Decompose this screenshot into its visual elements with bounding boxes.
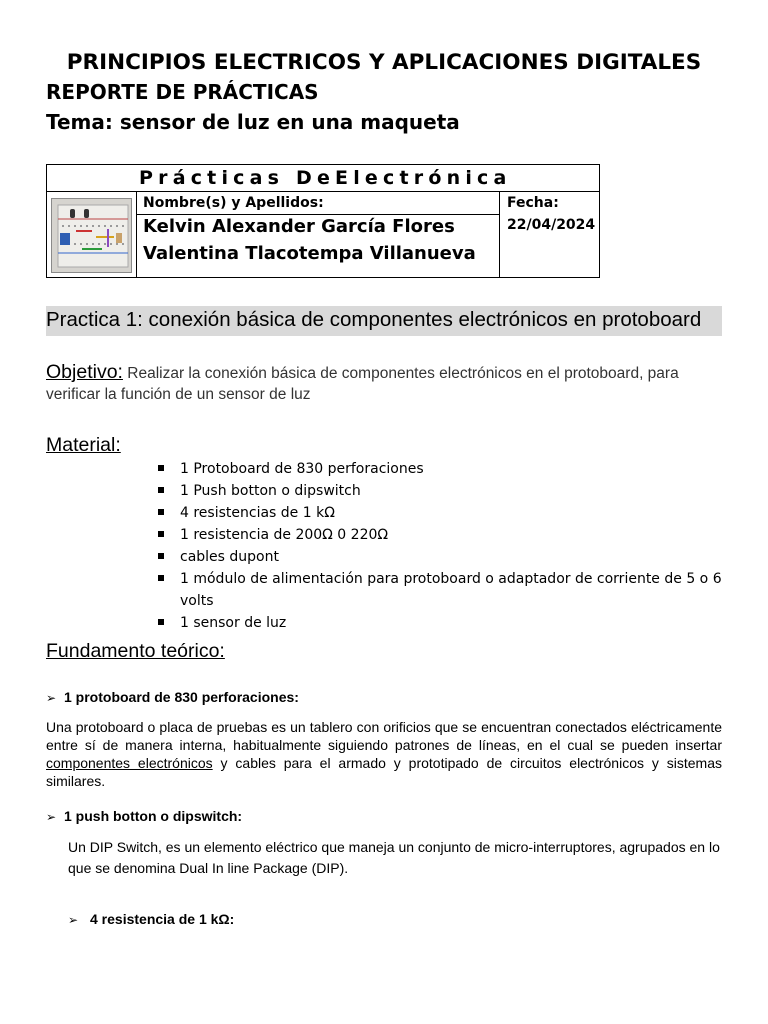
table-divider bbox=[136, 214, 499, 215]
subheading-text: 1 push botton o dipswitch: bbox=[64, 808, 243, 824]
material-text: 1 sensor de luz bbox=[180, 615, 287, 631]
names-label: Nombre(s) y Apellidos: bbox=[143, 195, 324, 211]
square-bullet-icon bbox=[158, 619, 164, 625]
objective-text: Realizar la conexión básica de componentes electrónicos en el protoboard, para verificar la función de un sensor de luz bbox=[46, 365, 679, 403]
materials-list bbox=[158, 458, 728, 634]
material-text: 1 Push botton o dipswitch bbox=[180, 483, 361, 499]
practice-title: Practica 1: conexión básica de componentes electrónicos en protoboard bbox=[46, 308, 702, 331]
student-name: Valentina Tlacotempa Villanueva bbox=[143, 243, 476, 264]
theory-heading: Fundamento teórico: bbox=[46, 640, 225, 662]
list-item bbox=[158, 502, 728, 524]
material-text: cables dupont bbox=[180, 549, 279, 565]
table-divider bbox=[136, 192, 137, 277]
theory-subheading bbox=[46, 689, 299, 705]
list-item bbox=[158, 612, 728, 634]
report-subtitle: REPORTE DE PRÁCTICAS bbox=[46, 80, 319, 104]
theory-subheading bbox=[46, 808, 242, 824]
theory-paragraph: Un DIP Switch, es un elemento eléctrico que maneja un conjunto de micro-interruptores, agrupados en lo que se denomina Dual In line Package (DIP). bbox=[68, 839, 720, 876]
topic-line: Tema: sensor de luz en una maqueta bbox=[46, 110, 460, 134]
material-text: 1 módulo de alimentación para protoboard o adaptador de corriente de 5 o 6 volts bbox=[180, 571, 722, 609]
arrow-bullet-icon: ➢ bbox=[46, 691, 57, 705]
info-table-heading: Prácticas DeElectrónica bbox=[139, 167, 512, 189]
square-bullet-icon bbox=[158, 575, 164, 581]
square-bullet-icon bbox=[158, 531, 164, 537]
arrow-bullet-icon: ➢ bbox=[68, 913, 79, 927]
square-bullet-icon bbox=[158, 487, 164, 493]
square-bullet-icon bbox=[158, 465, 164, 471]
document-title: PRINCIPIOS ELECTRICOS Y APLICACIONES DIGITALES bbox=[66, 50, 702, 75]
components-link[interactable]: componentes electrónicos bbox=[46, 755, 213, 771]
list-item bbox=[158, 458, 728, 480]
material-text: 1 resistencia de 200Ω 0 220Ω bbox=[180, 527, 389, 543]
theory-subheading bbox=[68, 911, 234, 927]
paragraph-text: Una protoboard o placa de pruebas es un tablero con orificios que se encuentran conectados eléctricamente entre sí de manera interna, habitualmente siguiendo patrones de líneas, en el cual se pueden insertar bbox=[46, 719, 722, 753]
objective-label: Objetivo: bbox=[46, 361, 123, 383]
material-text: 4 resistencias de 1 kΩ bbox=[180, 505, 335, 521]
info-table bbox=[46, 164, 600, 278]
material-text: 1 Protoboard de 830 perforaciones bbox=[180, 461, 424, 477]
materials-heading: Material: bbox=[46, 434, 121, 456]
date-label: Fecha: bbox=[507, 195, 559, 211]
square-bullet-icon bbox=[158, 509, 164, 515]
subheading-text: 1 protoboard de 830 perforaciones: bbox=[64, 689, 299, 705]
student-name: Kelvin Alexander García Flores bbox=[143, 216, 455, 237]
practice-title-bar bbox=[46, 306, 722, 336]
arrow-bullet-icon: ➢ bbox=[46, 810, 57, 824]
date-value: 22/04/2024 bbox=[507, 217, 596, 233]
list-item bbox=[158, 568, 728, 612]
info-table-header bbox=[47, 165, 599, 192]
list-item bbox=[158, 524, 728, 546]
table-divider bbox=[499, 192, 500, 277]
theory-paragraph bbox=[46, 718, 722, 790]
breadboard-photo bbox=[51, 198, 132, 273]
list-item bbox=[158, 546, 728, 568]
paragraph-text: y cables para el armado y prototipado de circuitos electrónicos y sistemas similares. bbox=[46, 755, 722, 789]
subheading-text: 4 resistencia de 1 kΩ: bbox=[90, 911, 235, 927]
list-item bbox=[158, 480, 728, 502]
objective-paragraph bbox=[46, 362, 726, 405]
square-bullet-icon bbox=[158, 553, 164, 559]
